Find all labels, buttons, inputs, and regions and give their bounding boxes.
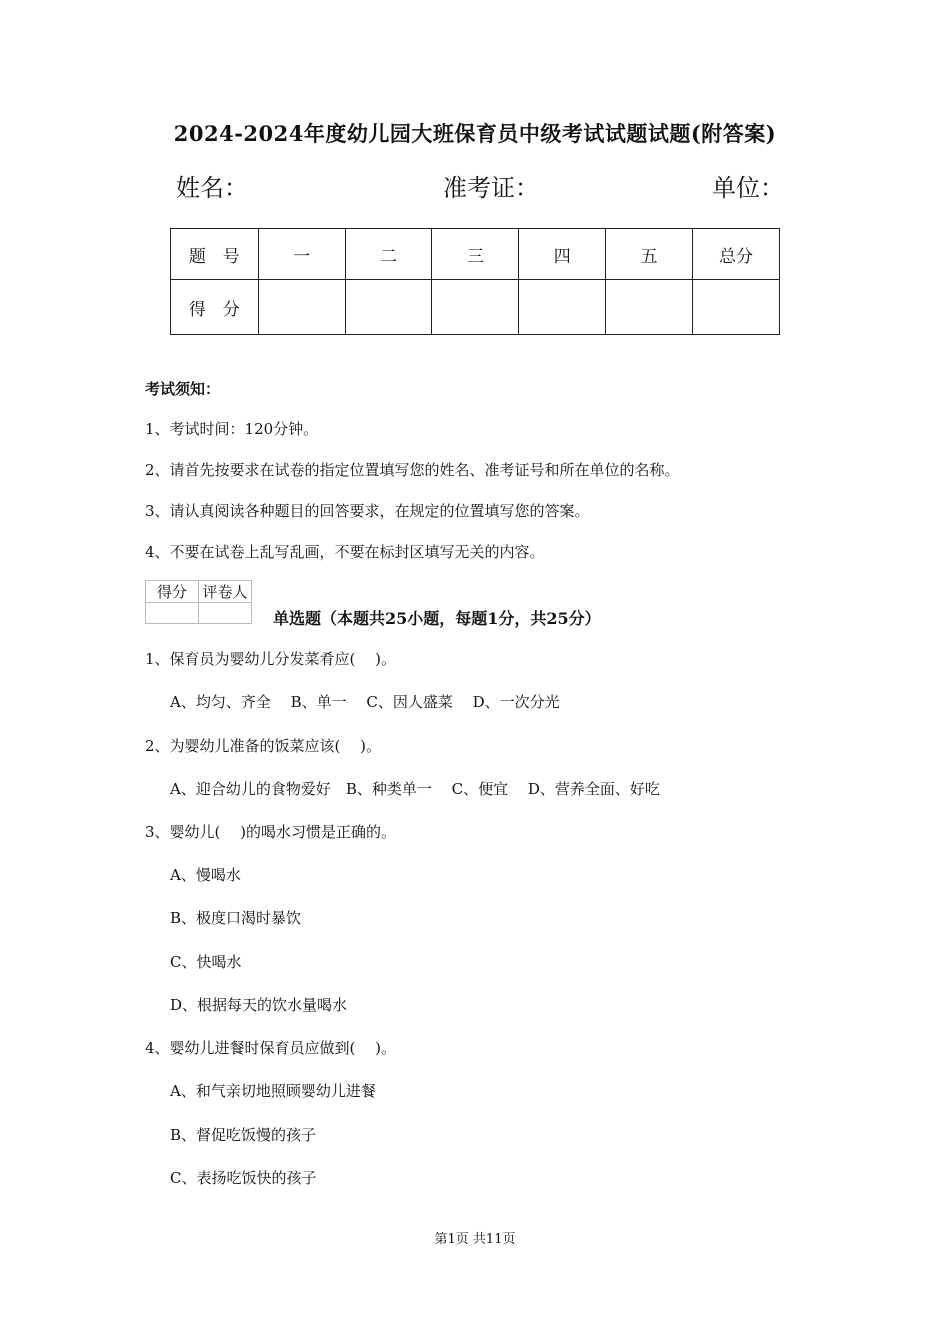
section-title: 单选题（本题共25小题，每题1分，共25分） (273, 609, 601, 628)
score-header-cell: 总分 (693, 229, 780, 280)
question-option: C、表扬吃饭快的孩子 (170, 1169, 317, 1187)
question-option: A、和气亲切地照顾婴幼儿进餐 (170, 1082, 376, 1100)
grader-cell (199, 603, 252, 624)
note-item: 3、请认真阅读各种题目的回答要求，在规定的位置填写您的答案。 (145, 502, 590, 520)
score-header-cell: 五 (606, 229, 693, 280)
grader-label: 评卷人 (199, 581, 252, 603)
name-label: 姓名： (176, 174, 248, 202)
question-options: A、迎合幼儿的食物爱好 B、种类单一 C、便宜 D、营养全面、好吃 (170, 780, 660, 798)
notes-heading: 考试须知： (145, 380, 221, 398)
question-option: B、极度口渴时暴饮 (170, 909, 302, 927)
question-option: B、督促吃饭慢的孩子 (170, 1126, 317, 1144)
grader-score-cell (146, 603, 199, 624)
score-header-cell: 题 号 (171, 229, 259, 280)
note-item: 4、不要在试卷上乱写乱画，不要在标封区填写无关的内容。 (145, 543, 545, 561)
score-cell (345, 280, 432, 335)
question-stem: 3、婴幼儿( )的喝水习惯是正确的。 (145, 823, 397, 841)
question-option: D、根据每天的饮水量喝水 (170, 996, 348, 1014)
question-option: C、快喝水 (170, 953, 242, 971)
question-stem: 2、为婴幼儿准备的饭菜应该( )。 (145, 737, 382, 755)
score-header-cell: 四 (519, 229, 606, 280)
score-table (170, 228, 780, 335)
score-cell (606, 280, 693, 335)
question-option: A、慢喝水 (170, 866, 241, 884)
score-cell (693, 280, 780, 335)
score-header-cell: 一 (258, 229, 345, 280)
page-footer: 第1页 共11页 (434, 1232, 516, 1247)
note-item: 1、考试时间：120分钟。 (145, 420, 319, 438)
score-cell (519, 280, 606, 335)
document-title: 2024-2024年度幼儿园大班保育员中级考试试题试题(附答案) (173, 121, 777, 146)
question-stem: 4、婴幼儿进餐时保育员应做到( )。 (145, 1039, 397, 1057)
question-options: A、均匀、齐全 B、单一 C、因人盛菜 D、一次分光 (170, 693, 560, 711)
grader-score-label: 得分 (146, 581, 199, 603)
note-item: 2、请首先按要求在试卷的指定位置填写您的姓名、准考证号和所在单位的名称。 (145, 461, 680, 479)
exam-id-label: 准考证： (443, 174, 539, 202)
score-cell (258, 280, 345, 335)
score-header-cell: 二 (345, 229, 432, 280)
unit-label: 单位： (712, 174, 784, 202)
score-table-score-row (171, 280, 780, 335)
score-row-label: 得 分 (171, 280, 259, 335)
score-table-header-row (171, 229, 780, 280)
question-stem: 1、保育员为婴幼儿分发菜肴应( )。 (145, 650, 397, 668)
grader-box (145, 580, 252, 624)
score-cell (432, 280, 519, 335)
score-header-cell: 三 (432, 229, 519, 280)
